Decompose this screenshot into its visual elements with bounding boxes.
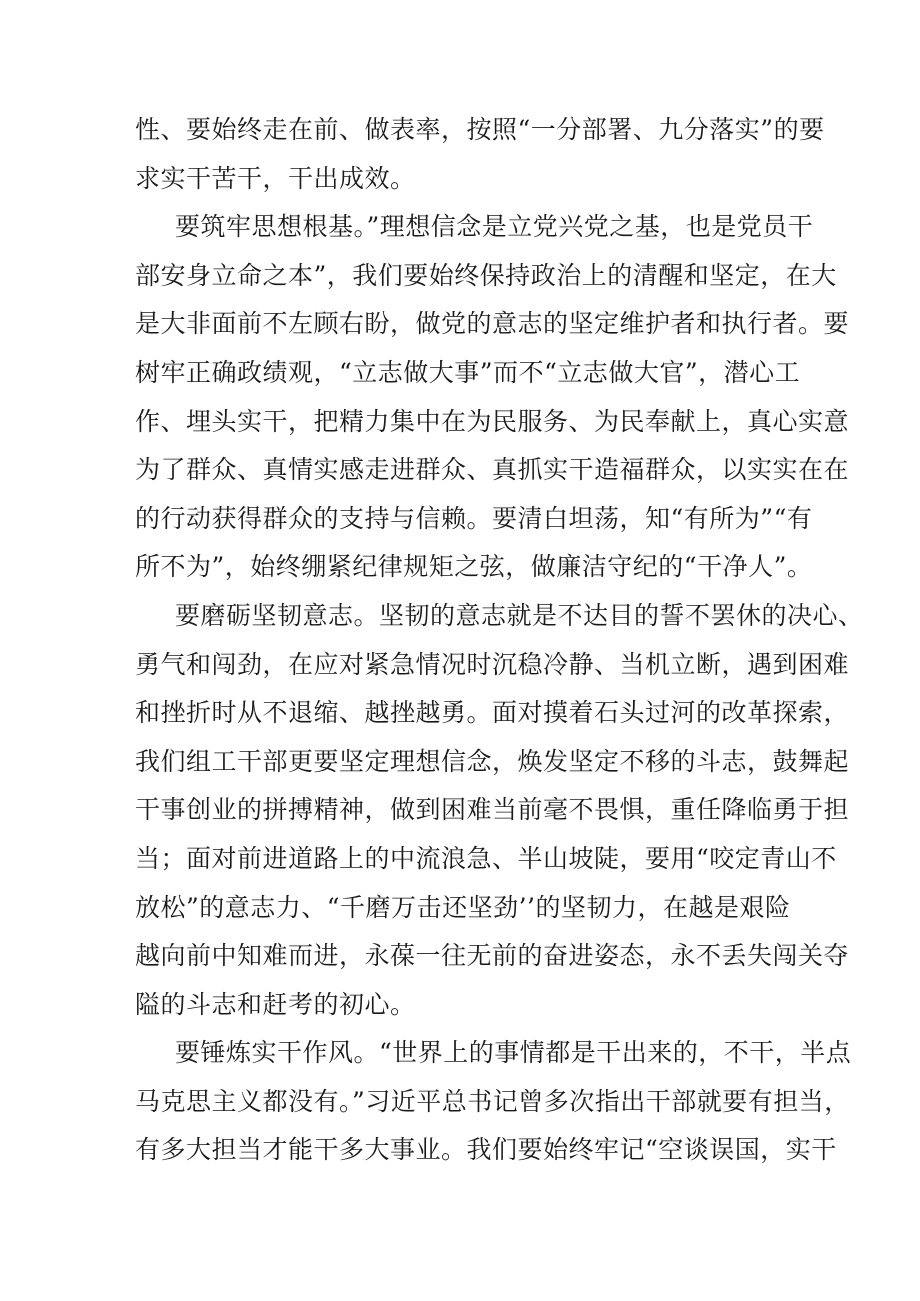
document-body [135, 106, 864, 1175]
text-line: 和挫折时从不退缩、越挫越勇。面对摸着石头过河的改革探索， [135, 698, 850, 728]
text-line: 是大非面前不左顾右盼，做党的意志的坚定维护者和执行者。要 [135, 309, 850, 339]
text-line: 有多大担当才能干多大事业。我们要始终牢记“空谈误国，实干 [135, 1135, 837, 1165]
text-line: 部安身立命之本”，我们要始终保持政治上的清醒和坚定，在大 [135, 260, 837, 290]
paragraph-start-line: 要筑牢思想根基。”理想信念是立党兴党之基，也是党员干 [175, 212, 814, 242]
text-line: 的行动获得群众的支持与信赖。要清白坦荡，知“有所为”“有 [135, 503, 813, 533]
text-line: 当；面对前进道路上的中流浪急、半山坡陡，要用“咬定青山不 [135, 843, 837, 873]
text-line: 隘的斗志和赶考的初心。 [135, 989, 416, 1019]
text-line: 我们组工干部更要坚定理想信念，焕发坚定不移的斗志，鼓舞起 [135, 746, 850, 776]
text-line: 马克思主义都没有。”习近平总书记曾多次指出干部就要有担当， [135, 1086, 850, 1116]
text-line: 求实干苦干，干出成效。 [135, 163, 416, 193]
text-line: 所不为”，始终绷紧纪律规矩之弦，做廉洁守纪的“干净人”。 [135, 552, 813, 582]
text-line: 放松”的意志力、“千磨万击还坚劲’’的坚韧力，在越是艰险 [135, 892, 791, 922]
text-line: 性、要始终走在前、做表率，按照“一分部署、九分落实”的要 [135, 115, 825, 144]
text-line: 为了群众、真情实感走进群众、真抓实干造福群众，以实实在在 [135, 455, 850, 485]
text-line: 勇气和闯劲，在应对紧急情况时沉稳冷静、当机立断，遇到困难 [135, 649, 850, 679]
paragraph-start-line: 要磨砺坚韧意志。坚韧的意志就是不达目的誓不罢休的决心、 [175, 600, 864, 630]
text-line: 干事创业的拼搏精神，做到困难当前毫不畏惧，重任降临勇于担 [135, 795, 850, 825]
paragraph-start-line: 要锤炼实干作风。“世界上的事情都是干出来的，不干，半点 [175, 1038, 852, 1068]
text-line: 越向前中知难而进，永葆一往无前的奋进姿态，永不丢失闯关夺 [135, 941, 850, 971]
text-line: 作、埋头实干，把精力集中在为民服务、为民奉献上，真心实意 [135, 406, 850, 436]
text-line: 树牢正确政绩观，“立志做大事”而不“立志做大官”，潜心工 [135, 357, 801, 387]
